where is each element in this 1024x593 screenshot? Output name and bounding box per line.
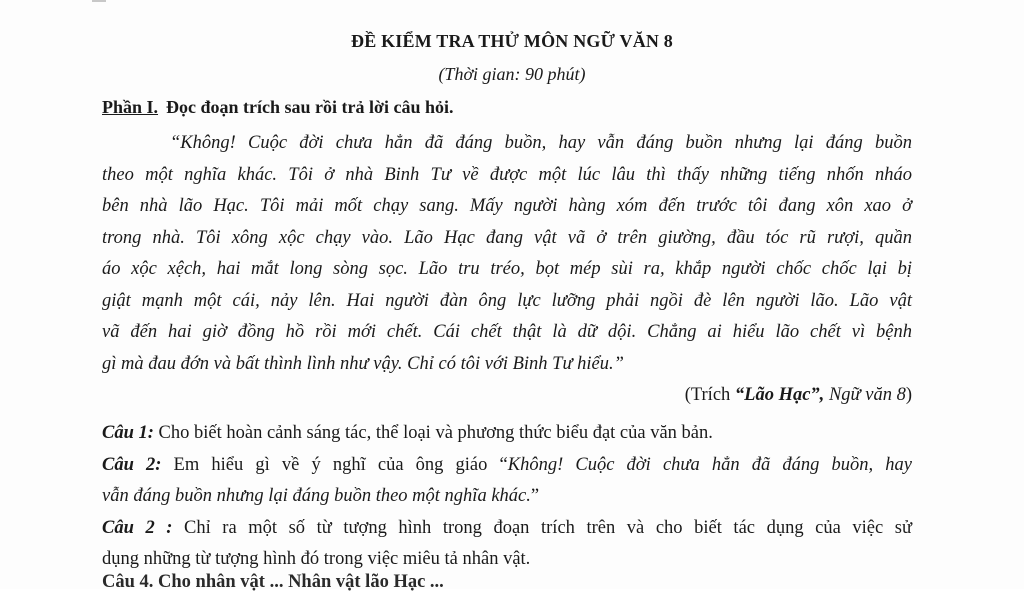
reading-passage bbox=[102, 128, 912, 380]
passage-line: gì mà đau đớn và bất thình lình như vậy. Chỉ có tôi với Binh Tư hiểu.” bbox=[102, 353, 624, 374]
passage-source bbox=[685, 385, 912, 406]
question-3 bbox=[102, 513, 912, 545]
question-1 bbox=[102, 418, 912, 450]
question-label: Câu 2: bbox=[102, 454, 162, 475]
question-quote: vẫn đáng buồn nhưng lại đáng buồn theo một nghĩa khác. bbox=[102, 486, 531, 506]
question-text: ” bbox=[530, 486, 540, 506]
question-text: Cho biết hoàn cảnh sáng tác, thể loại và phương thức biểu đạt của văn bản. bbox=[153, 423, 713, 443]
passage-line: theo một nghĩa khác. Tôi ở nhà Binh Tư về được một lúc lâu thì thấy những tiếng nhốn nháo bbox=[102, 164, 912, 185]
passage-line: áo xộc xệch, hai mắt long sòng sọc. Lão tru tréo, bọt mép sùi ra, khắp người chốc chốc lại bị bbox=[102, 259, 912, 279]
question-label: Câu 2 : bbox=[102, 517, 173, 538]
question-text: dụng những từ tượng hình đó trong việc miêu tả nhân vật. bbox=[102, 549, 531, 569]
source-suffix: ) bbox=[905, 385, 912, 405]
passage-line: bên nhà lão Hạc. Tôi mải mốt chạy sang. Mấy người hàng xóm đến trước tôi đang xôn xao ở bbox=[102, 196, 912, 216]
source-work: “Lão Hạc”, bbox=[734, 385, 825, 405]
source-book: Ngữ văn 8 bbox=[824, 385, 906, 405]
passage-line: vã đến hai giờ đồng hồ rồi mới chết. Cái chết thật là dữ dội. Chẳng ai hiểu lão chết vì bệnh bbox=[102, 322, 912, 342]
passage-line: “Không! Cuộc đời chưa hẳn đã đáng buồn, hay vẫn đáng buồn nhưng lại đáng buồn bbox=[170, 133, 912, 153]
question-3-continued bbox=[102, 544, 912, 576]
page-edge-mark bbox=[92, 0, 106, 2]
question-quote: Không! Cuộc đời chưa hẳn đã đáng buồn, hay bbox=[507, 454, 912, 475]
passage-line: giật mạnh một cái, nảy lên. Hai người đàn ông lực lưỡng phải ngồi đè lên người lão. Lão vật bbox=[102, 290, 912, 311]
exam-duration: (Thời gian: 90 phút) bbox=[438, 64, 586, 84]
question-list bbox=[102, 418, 912, 576]
exam-title: ĐỀ KIỂM TRA THỬ MÔN NGỮ VĂN 8 bbox=[351, 31, 673, 51]
question-text: Chỉ ra một số từ tượng hình trong đoạn trích trên và cho biết tác dụng của việc sử bbox=[172, 517, 912, 538]
question-text: Em hiểu gì về ý nghĩ của ông giáo “ bbox=[161, 454, 508, 475]
part-label: Phần I. bbox=[102, 97, 159, 117]
question-label: Câu 1: bbox=[102, 423, 154, 443]
question-2-continued bbox=[102, 481, 912, 513]
source-prefix: (Trích bbox=[684, 385, 735, 405]
part-instruction: Đọc đoạn trích sau rồi trả lời câu hỏi. bbox=[166, 97, 454, 117]
part-heading bbox=[102, 97, 454, 118]
question-2 bbox=[102, 450, 912, 482]
cut-off-question: Câu 4. Cho nhân vật ... Nhân vật lão Hạc ... bbox=[102, 572, 444, 592]
passage-line: trong nhà. Tôi xông xộc chạy vào. Lão Hạc đang vật vã ở trên giường, đầu tóc rũ rượi, quần bbox=[102, 227, 912, 248]
